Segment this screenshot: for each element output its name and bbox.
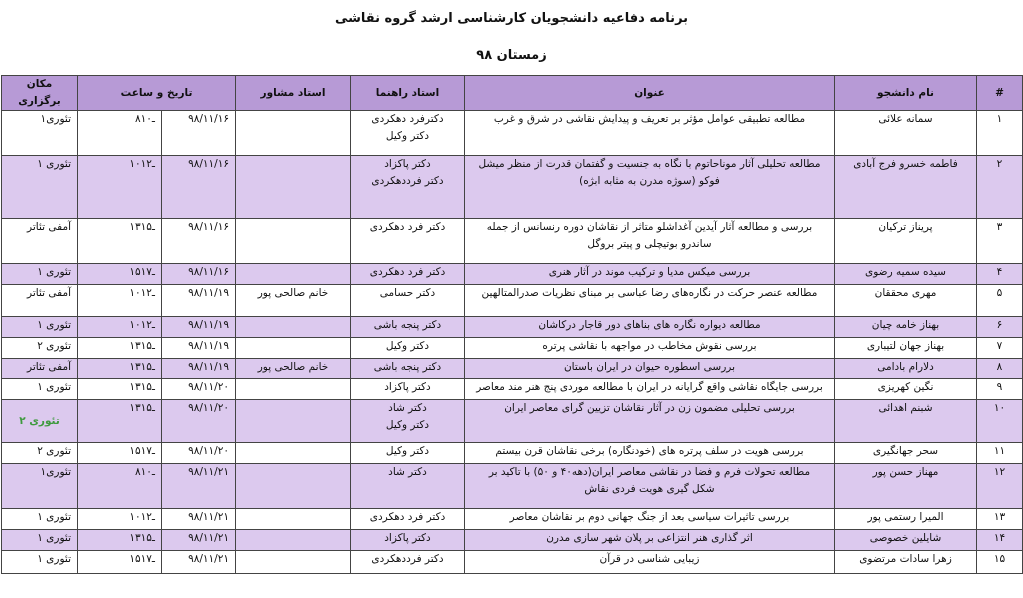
supervisor-name bbox=[351, 400, 465, 443]
defense-place: تئوری ۲ bbox=[2, 443, 78, 464]
thesis-title-line: مطالعه تطبیقی عوامل مؤثر بر تعریف و پیدایش نقاشی در شرق و غرب bbox=[493, 113, 806, 125]
thesis-title bbox=[465, 379, 835, 400]
thesis-title bbox=[465, 219, 835, 264]
thesis-title bbox=[465, 111, 835, 156]
thesis-title-line: بررسی تاثیرات سیاسی بعد از جنگ جهانی دوم بر نقاشان معاصر bbox=[509, 511, 790, 523]
row-number: ۱۲ bbox=[977, 464, 1023, 509]
thesis-title bbox=[465, 156, 835, 219]
supervisor-name-line: دکتر پنجه باشی bbox=[373, 319, 442, 331]
thesis-title-line: بررسی و مطالعه آثار آیدین آغداشلو متاثر از نقاشان دوره رنسانس از جمله bbox=[486, 221, 813, 233]
table-row bbox=[2, 285, 1023, 317]
student-name: مهناز حسن پور bbox=[835, 464, 977, 509]
thesis-title bbox=[465, 400, 835, 443]
defense-place: تئوری ۱ bbox=[2, 156, 78, 219]
thesis-title bbox=[465, 338, 835, 359]
supervisor-name-line: دکتر وکیل bbox=[385, 419, 430, 431]
thesis-title-line: بررسی اسطوره حیوان در ایران باستان bbox=[563, 361, 736, 373]
header-topic: عنوان bbox=[465, 76, 835, 111]
thesis-title bbox=[465, 317, 835, 338]
advisor-name bbox=[236, 530, 351, 551]
row-number: ۷ bbox=[977, 338, 1023, 359]
defense-place: تئوری ۱ bbox=[2, 530, 78, 551]
defense-date: ۹۸/۱۱/۱۶ bbox=[162, 219, 236, 264]
defense-date: ۹۸/۱۱/۲۰ bbox=[162, 400, 236, 443]
student-name: پریناز ترکیان bbox=[835, 219, 977, 264]
table-row bbox=[2, 379, 1023, 400]
supervisor-name bbox=[351, 509, 465, 530]
student-name: شبنم اهدائی bbox=[835, 400, 977, 443]
supervisor-name-line: دکتر فرددهکردی bbox=[371, 175, 444, 187]
defense-place: تئوری۱ bbox=[2, 464, 78, 509]
schedule-table bbox=[1, 75, 1023, 574]
supervisor-name bbox=[351, 264, 465, 285]
supervisor-name bbox=[351, 443, 465, 464]
thesis-title bbox=[465, 443, 835, 464]
defense-time: ۸ـ۱۰ bbox=[78, 111, 162, 156]
defense-date: ۹۸/۱۱/۱۶ bbox=[162, 264, 236, 285]
page-title: برنامه دفاعیه دانشجویان کارشناسی ارشد گروه نقاشی bbox=[334, 11, 689, 26]
thesis-title-line: فوکو (سوژه مدرن به مثابه ابژه) bbox=[579, 175, 720, 187]
supervisor-name bbox=[351, 156, 465, 219]
supervisor-name bbox=[351, 111, 465, 156]
supervisor-name-line: دکتر شاد bbox=[388, 402, 427, 414]
row-number: ۳ bbox=[977, 219, 1023, 264]
row-number: ۱ bbox=[977, 111, 1023, 156]
supervisor-name-line: دکتر فرد دهکردی bbox=[369, 511, 446, 523]
supervisor-name-line: دکتر فرددهکردی bbox=[371, 553, 444, 565]
defense-time: ۱۳ـ۱۵ bbox=[78, 530, 162, 551]
defense-place: تئوری ۱ bbox=[2, 509, 78, 530]
advisor-name bbox=[236, 400, 351, 443]
row-number: ۱۴ bbox=[977, 530, 1023, 551]
thesis-title-line: بررسی میکس مدیا و ترکیب موند در آثار هنری bbox=[548, 266, 751, 278]
thesis-title-line: ساندرو بوتیچلی و پیتر بروگل bbox=[587, 238, 712, 250]
supervisor-name bbox=[351, 219, 465, 264]
header-advisor: استاد مشاور bbox=[236, 76, 351, 111]
table-row bbox=[2, 156, 1023, 219]
student-name: دلارام بادامی bbox=[835, 359, 977, 379]
thesis-title bbox=[465, 509, 835, 530]
student-name: بهناز خامه چیان bbox=[835, 317, 977, 338]
defense-date: ۹۸/۱۱/۱۶ bbox=[162, 156, 236, 219]
defense-time: ۱۵ـ۱۷ bbox=[78, 551, 162, 574]
thesis-title-line: بررسی تحلیلی مضمون زن در آثار نقاشان تزیین گرای معاصر ایران bbox=[504, 402, 795, 414]
supervisor-name-line: دکتر فرد دهکردی bbox=[369, 221, 446, 233]
thesis-title-line: مطالعه تحولات فرم و فضا در نقاشی معاصر ایران(دهه۴۰ و ۵۰) با تاکید بر bbox=[488, 466, 811, 478]
defense-time: ۱۳ـ۱۵ bbox=[78, 400, 162, 443]
thesis-title bbox=[465, 285, 835, 317]
advisor-name bbox=[236, 111, 351, 156]
student-name: سمانه علائی bbox=[835, 111, 977, 156]
supervisor-name-line: دکتر پاکزاد bbox=[384, 532, 431, 544]
defense-date: ۹۸/۱۱/۲۱ bbox=[162, 464, 236, 509]
defense-date: ۹۸/۱۱/۱۹ bbox=[162, 338, 236, 359]
supervisor-name-line: دکتر وکیل bbox=[385, 130, 430, 142]
table-row bbox=[2, 219, 1023, 264]
table-row bbox=[2, 317, 1023, 338]
defense-place: تئوری ۱ bbox=[2, 551, 78, 574]
defense-place: آمفی تئاتر bbox=[2, 219, 78, 264]
supervisor-name-line: دکترفرد دهکردی bbox=[371, 113, 444, 125]
advisor-name: خانم صالحی پور bbox=[236, 285, 351, 317]
defense-place: تئوری ۲ bbox=[2, 338, 78, 359]
defense-place: تئوری۱ bbox=[2, 111, 78, 156]
advisor-name bbox=[236, 379, 351, 400]
thesis-title-line: شکل گیری هویت فردی نقاش bbox=[584, 483, 715, 495]
row-number: ۱۵ bbox=[977, 551, 1023, 574]
student-name: مهری محققان bbox=[835, 285, 977, 317]
table-row bbox=[2, 264, 1023, 285]
header-row bbox=[2, 76, 1023, 111]
thesis-title bbox=[465, 551, 835, 574]
table-row bbox=[2, 551, 1023, 574]
header-datetime: تاریخ و ساعت bbox=[78, 76, 236, 111]
table-row bbox=[2, 509, 1023, 530]
defense-date: ۹۸/۱۱/۲۰ bbox=[162, 379, 236, 400]
header-supervisor: استاد راهنما bbox=[351, 76, 465, 111]
advisor-name bbox=[236, 551, 351, 574]
supervisor-name-line: دکتر پاکزاد bbox=[384, 158, 431, 170]
thesis-title-line: مطالعه دیواره نگاره های بناهای دور قاجار درکاشان bbox=[538, 319, 761, 331]
supervisor-name-line: دکتر شاد bbox=[388, 466, 427, 478]
thesis-title bbox=[465, 359, 835, 379]
supervisor-name-line: دکتر فرد دهکردی bbox=[369, 266, 446, 278]
student-name: فاطمه خسرو فرج آبادی bbox=[835, 156, 977, 219]
header-place: مکان برگزاری bbox=[2, 76, 78, 111]
student-name: سیده سمیه رضوی bbox=[835, 264, 977, 285]
table-row bbox=[2, 400, 1023, 443]
supervisor-name-line: دکتر پاکزاد bbox=[384, 381, 431, 393]
table-row bbox=[2, 443, 1023, 464]
thesis-title-line: بررسی هویت در سلف پرتره های (خودنگاره) برخی نقاشان قرن بیستم bbox=[495, 445, 804, 457]
defense-time: ۱۰ـ۱۲ bbox=[78, 509, 162, 530]
student-name: سحر جهانگیری bbox=[835, 443, 977, 464]
defense-place: آمفی تئاتر bbox=[2, 285, 78, 317]
defense-time: ۱۵ـ۱۷ bbox=[78, 264, 162, 285]
row-number: ۶ bbox=[977, 317, 1023, 338]
supervisor-name bbox=[351, 464, 465, 509]
row-number: ۹ bbox=[977, 379, 1023, 400]
thesis-title bbox=[465, 464, 835, 509]
student-name: المیرا رستمی پور bbox=[835, 509, 977, 530]
thesis-title-line: مطالعه عنصر حرکت در نگاره‌های رضا عباسی بر مبنای نظریات صدرالمتالهین bbox=[481, 287, 818, 299]
defense-time: ۱۳ـ۱۵ bbox=[78, 338, 162, 359]
advisor-name bbox=[236, 464, 351, 509]
defense-date: ۹۸/۱۱/۲۱ bbox=[162, 509, 236, 530]
advisor-name bbox=[236, 443, 351, 464]
defense-date: ۹۸/۱۱/۲۰ bbox=[162, 443, 236, 464]
defense-time: ۱۰ـ۱۲ bbox=[78, 317, 162, 338]
supervisor-name-line: دکتر حسامی bbox=[379, 287, 436, 299]
supervisor-name bbox=[351, 551, 465, 574]
defense-time: ۸ـ۱۰ bbox=[78, 464, 162, 509]
advisor-name bbox=[236, 264, 351, 285]
supervisor-name bbox=[351, 379, 465, 400]
thesis-title-line: زیبایی شناسی در قرآن bbox=[599, 553, 700, 565]
student-name: زهرا سادات مرتضوی bbox=[835, 551, 977, 574]
advisor-name bbox=[236, 509, 351, 530]
defense-place: تئوری ۱ bbox=[2, 379, 78, 400]
defense-place: تئوری ۲ bbox=[2, 400, 78, 443]
defense-date: ۹۸/۱۱/۱۹ bbox=[162, 285, 236, 317]
student-name: نگین کهریزی bbox=[835, 379, 977, 400]
defense-time: ۱۵ـ۱۷ bbox=[78, 443, 162, 464]
thesis-title-line: بررسی نقوش مخاطب در مواجهه با نقاشی پرتره bbox=[542, 340, 757, 352]
advisor-name bbox=[236, 338, 351, 359]
supervisor-name bbox=[351, 338, 465, 359]
thesis-title bbox=[465, 530, 835, 551]
defense-date: ۹۸/۱۱/۲۱ bbox=[162, 530, 236, 551]
student-name: بهناز جهان لتیباری bbox=[835, 338, 977, 359]
advisor-name bbox=[236, 156, 351, 219]
table-row bbox=[2, 530, 1023, 551]
page-subtitle: زمستان ۹۸ bbox=[476, 48, 547, 63]
defense-date: ۹۸/۱۱/۱۹ bbox=[162, 359, 236, 379]
defense-place: آمفی تئاتر bbox=[2, 359, 78, 379]
defense-date: ۹۸/۱۱/۱۹ bbox=[162, 317, 236, 338]
defense-place: تئوری ۱ bbox=[2, 317, 78, 338]
student-name: شایلین خصوصی bbox=[835, 530, 977, 551]
supervisor-name-line: دکتر وکیل bbox=[385, 445, 430, 457]
thesis-title-line: بررسی جایگاه نقاشی واقع گرایانه در ایران با مطالعه موردی پنج هنر مند معاصر bbox=[476, 381, 823, 393]
defense-date: ۹۸/۱۱/۱۶ bbox=[162, 111, 236, 156]
header-student: نام دانشجو bbox=[835, 76, 977, 111]
defense-place: تئوری ۱ bbox=[2, 264, 78, 285]
row-number: ۱۱ bbox=[977, 443, 1023, 464]
defense-time: ۱۳ـ۱۵ bbox=[78, 379, 162, 400]
supervisor-name-line: دکتر پنجه باشی bbox=[373, 361, 442, 373]
row-number: ۱۰ bbox=[977, 400, 1023, 443]
supervisor-name bbox=[351, 530, 465, 551]
supervisor-name bbox=[351, 359, 465, 379]
table-row bbox=[2, 359, 1023, 379]
header-num: # bbox=[977, 76, 1023, 111]
supervisor-name bbox=[351, 317, 465, 338]
row-number: ۵ bbox=[977, 285, 1023, 317]
table-row bbox=[2, 464, 1023, 509]
thesis-title bbox=[465, 264, 835, 285]
row-number: ۲ bbox=[977, 156, 1023, 219]
defense-time: ۱۰ـ۱۲ bbox=[78, 156, 162, 219]
table-row bbox=[2, 338, 1023, 359]
thesis-title-line: مطالعه تحلیلی آثار موناحاتوم با نگاه به جنسیت و گفتمان قدرت از منظر میشل bbox=[478, 158, 821, 170]
advisor-name: خانم صالحی پور bbox=[236, 359, 351, 379]
row-number: ۸ bbox=[977, 359, 1023, 379]
table-row bbox=[2, 111, 1023, 156]
advisor-name bbox=[236, 219, 351, 264]
defense-date: ۹۸/۱۱/۲۱ bbox=[162, 551, 236, 574]
defense-time: ۱۰ـ۱۲ bbox=[78, 285, 162, 317]
thesis-title-line: اثر گذاری هنر انتزاعی بر پلان شهر سازی مدرن bbox=[546, 532, 753, 544]
defense-time: ۱۳ـ۱۵ bbox=[78, 219, 162, 264]
defense-time: ۱۳ـ۱۵ bbox=[78, 359, 162, 379]
advisor-name bbox=[236, 317, 351, 338]
row-number: ۴ bbox=[977, 264, 1023, 285]
supervisor-name bbox=[351, 285, 465, 317]
row-number: ۱۳ bbox=[977, 509, 1023, 530]
supervisor-name-line: دکتر وکیل bbox=[385, 340, 430, 352]
